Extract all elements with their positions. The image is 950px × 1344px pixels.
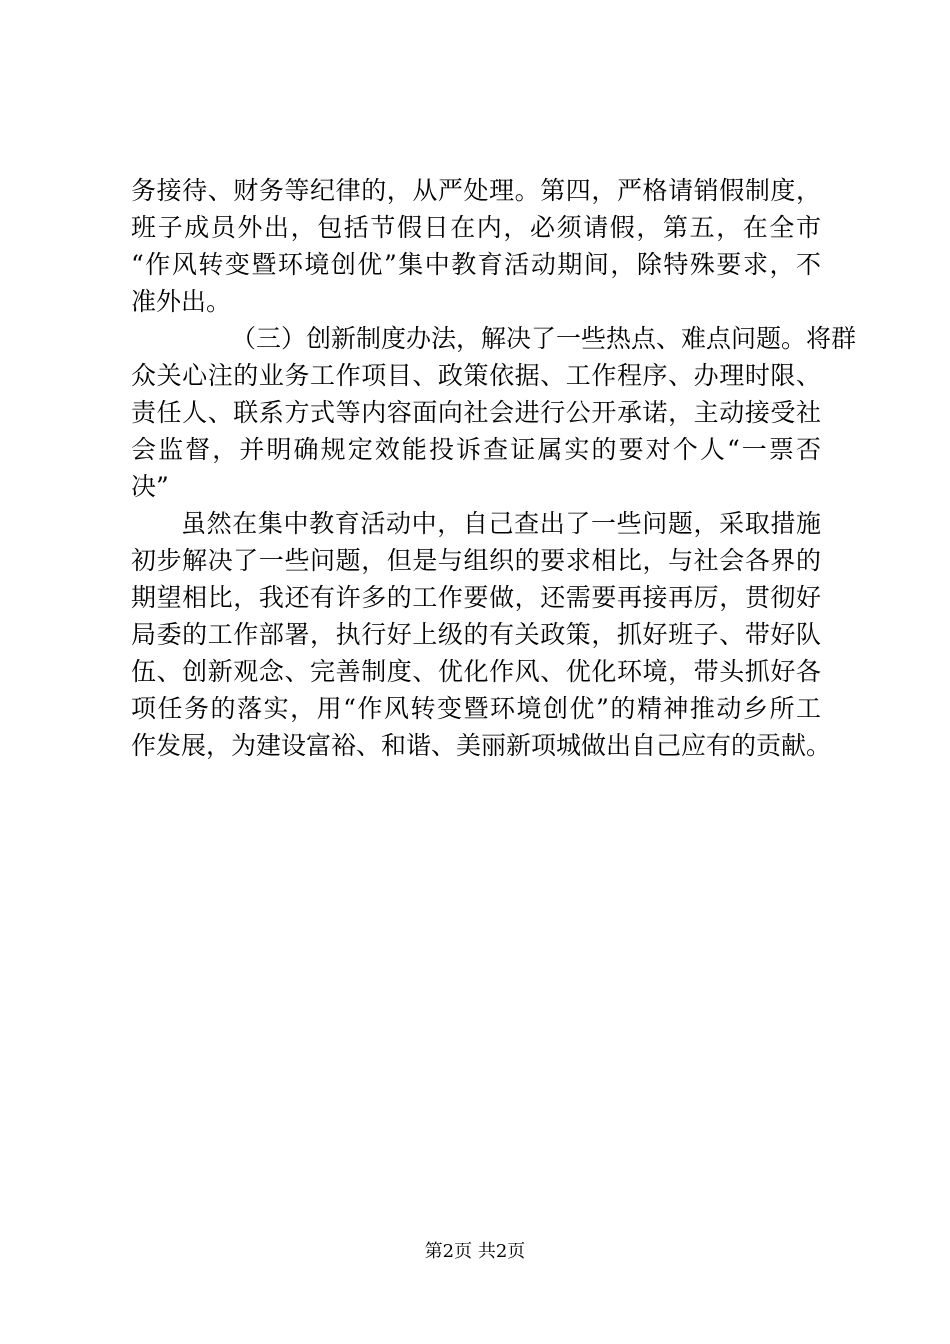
- text-line: （三）创新制度办法，解决了一些热点、难点问题。将群: [231, 324, 857, 353]
- text-line: 局委的工作部署，执行好上级的有关政策，抓好班子、带好队: [131, 620, 821, 649]
- page-number-label: 第2页 共2页: [424, 1241, 526, 1262]
- text-line: 务接待、财务等纪律的，从严处理。第四，严格请销假制度，: [131, 176, 821, 205]
- text-line: 项任务的落实，用“作风转变暨环境创优”的精神推动乡所工: [131, 694, 821, 723]
- text-line: 会监督，并明确规定效能投诉查证属实的要对个人“一票否: [131, 435, 821, 464]
- text-line: 伍、创新观念、完善制度、优化作风、优化环境，带头抓好各: [131, 657, 821, 686]
- text-line: “作风转变暨环境创优”集中教育活动期间，除特殊要求，不: [131, 250, 821, 279]
- document-body: [131, 172, 857, 764]
- text-line: 准外出。: [131, 287, 232, 316]
- text-line: 作发展，为建设富裕、和谐、美丽新项城做出自己应有的贡献。: [131, 731, 832, 760]
- text-line: 初步解决了一些问题，但是与组织的要求相比，与社会各界的: [131, 546, 821, 575]
- text-line: 责任人、联系方式等内容面向社会进行公开承诺，主动接受社: [131, 398, 821, 427]
- text-line: 决”: [131, 472, 169, 501]
- text-line: 虽然在集中教育活动中，自己查出了一些问题，采取措施: [181, 509, 821, 538]
- page-footer: [0, 1240, 950, 1264]
- text-line: 期望相比，我还有许多的工作要做，还需要再接再厉，贯彻好: [131, 583, 821, 612]
- text-line: 众关心注的业务工作项目、政策依据、工作程序、办理时限、: [131, 361, 821, 390]
- text-line: 班子成员外出，包括节假日在内，必须请假，第五，在全市: [131, 213, 821, 242]
